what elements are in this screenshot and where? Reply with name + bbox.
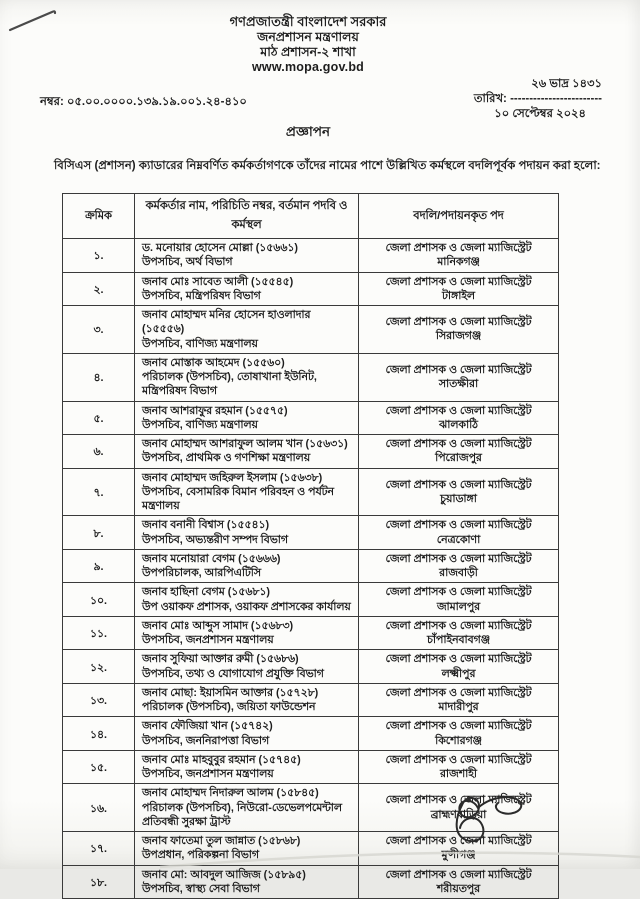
scan-shadow-arc xyxy=(0,839,640,869)
officer-cell xyxy=(135,683,359,717)
officer-cell xyxy=(135,353,359,401)
officer-current-position: উপসচিব, জননিরাপত্তা বিভাগ xyxy=(142,734,270,747)
officer-cell xyxy=(135,239,359,273)
table-row xyxy=(63,306,559,354)
date-label: তারিখ: ------------------------ xyxy=(473,92,602,105)
letterhead xyxy=(0,14,616,76)
posting-cell xyxy=(359,865,559,899)
serial-cell: ৫. xyxy=(63,401,135,435)
posting-district: ঝালকাঠি xyxy=(439,418,478,431)
officer-cell xyxy=(135,306,359,354)
officer-current-position: উপপ্রধান, পরিকল্পনা বিভাগ xyxy=(142,849,259,862)
posting-district: চুয়াডাঙ্গা xyxy=(440,492,477,505)
officer-name: জনাব বনানী বিশ্বাস (১৫৫৪১) xyxy=(142,519,270,532)
officer-current-position: উপ ওয়াকফ প্রশাসক, ওয়াকফ প্রশাসকের কার্যালয় xyxy=(142,600,351,613)
header-serial: ক্রমিক xyxy=(63,194,135,239)
officer-cell xyxy=(135,516,359,550)
intro-paragraph: বিসিএস (প্রশাসন) ক্যাডারের নিম্নবর্ণিত কর্মকর্তাগণকে তাঁদের নামের পাশে উল্লিখিত কর্মস্থলে বদলিপূর্বক পদায়ন করা হলো: xyxy=(54,159,601,172)
posting-cell xyxy=(359,239,559,273)
table-row xyxy=(63,717,559,751)
table-row xyxy=(63,401,559,435)
officer-name: জনাব মোঃ আব্দুস সামাদ (১৫৬৮৩) xyxy=(142,619,294,632)
table-row xyxy=(63,468,559,516)
posting-title: জেলা প্রশাসক ও জেলা ম্যাজিস্ট্রেট xyxy=(385,753,532,766)
posting-cell xyxy=(359,401,559,435)
document-title: প্রজ্ঞাপন xyxy=(285,124,331,139)
posting-district: জামালপুর xyxy=(436,600,481,613)
posting-district: সিরাজগঞ্জ xyxy=(435,330,482,343)
posting-district: মানিকগঞ্জ xyxy=(437,256,480,269)
officer-cell xyxy=(135,435,359,469)
officer-current-position: উপসচিব, অভ্যন্তরীণ সম্পদ বিভাগ xyxy=(142,533,288,546)
officer-cell xyxy=(135,650,359,684)
table-row xyxy=(63,353,559,401)
posting-title: জেলা প্রশাসক ও জেলা ম্যাজিস্ট্রেট xyxy=(385,835,532,847)
officer-current-position: উপসচিব, অর্থ বিভাগ xyxy=(142,256,233,269)
officer-cell xyxy=(135,468,359,516)
table-row xyxy=(63,650,559,684)
posting-title: জেলা প্রশাসক ও জেলা ম্যাজিস্ট্রেট xyxy=(385,552,532,565)
officer-name: জনাব মোস্তাক আহমেদ (১৫৫৬০) xyxy=(142,356,285,369)
officer-current-position: উপসচিব, স্বাস্থ্য সেবা বিভাগ xyxy=(142,882,260,895)
posting-cell xyxy=(359,549,559,583)
officer-name: জনাব মনোয়ারা বেগম (১৫৬৬৬) xyxy=(142,552,281,565)
officer-current-position: পরিচালক (উপসচিব), জয়িতা ফাউন্ডেশন xyxy=(142,701,316,713)
serial-cell: ১. xyxy=(63,239,135,273)
posting-title: জেলা প্রশাসক ও জেলা ম্যাজিস্ট্রেট xyxy=(385,478,532,491)
gregorian-date: ১০ সেপ্টেম্বর ২০২৪ xyxy=(494,107,586,120)
officer-name: জনাব মোছা: ইয়াসমিন আক্তার (১৫৭২৮) xyxy=(142,686,319,699)
table-row xyxy=(63,583,559,617)
serial-cell: ৬. xyxy=(63,435,135,469)
posting-district: টাঙ্গাইল xyxy=(442,289,475,302)
officer-current-position: পরিচালক (উপসচিব), নিউরো-ডেভেলপমেন্টাল প্রতিবন্ধী সুরক্ষা ট্রাস্ট xyxy=(142,801,342,828)
posting-district: শরীয়তপুর xyxy=(436,882,481,895)
officer-cell xyxy=(135,717,359,751)
posting-title: জেলা প্রশাসক ও জেলা ম্যাজিস্ট্রেট xyxy=(385,868,532,881)
officer-cell xyxy=(135,583,359,617)
posting-cell xyxy=(359,717,559,751)
officer-name: জনাব ফাতেমা তুল জান্নাত (১৫৮৬৮) xyxy=(142,835,301,847)
officer-name: জনাব সুফিয়া আক্তার রুমী (১৫৬৮৬) xyxy=(142,653,299,666)
serial-cell: ১৩. xyxy=(63,683,135,717)
posting-title: জেলা প্রশাসক ও জেলা ম্যাজিস্ট্রেট xyxy=(385,619,532,632)
serial-cell: ১১. xyxy=(63,616,135,650)
posting-title: জেলা প্রশাসক ও জেলা ম্যাজিস্ট্রেট xyxy=(385,363,532,376)
serial-cell: ১৭. xyxy=(63,832,135,866)
posting-title: জেলা প্রশাসক ও জেলা ম্যাজিস্ট্রেট xyxy=(385,519,532,532)
officer-name: ড. মনোয়ার হোসেন মোল্লা (১৫৬৬১) xyxy=(142,242,298,254)
officer-cell xyxy=(135,750,359,784)
posting-district: লক্ষ্মীপুর xyxy=(441,667,476,680)
posting-cell xyxy=(359,750,559,784)
serial-cell: ১০. xyxy=(63,583,135,617)
table-row xyxy=(63,750,559,784)
posting-title: জেলা প্রশাসক ও জেলা ম্যাজিস্ট্রেট xyxy=(385,438,532,450)
posting-district: মাদারীপুর xyxy=(438,701,479,713)
memo-number: নম্বর: ০৫.০০.০০০০.১৩৯.১৯.০০১.২৪-৪১০ xyxy=(40,96,247,108)
officer-name: জনাব হাছিনা বেগম (১৫৬৮১) xyxy=(142,586,270,599)
officer-cell xyxy=(135,272,359,306)
posting-district: মুন্সীগঞ্জ xyxy=(441,849,476,862)
posting-cell xyxy=(359,272,559,306)
posting-cell xyxy=(359,583,559,617)
officer-name: জনাব মো: আবদুল আজিজ (১৫৮৯৫) xyxy=(142,868,306,881)
serial-cell: ১৪. xyxy=(63,717,135,751)
officer-current-position: উপসচিব, বেসামরিক বিমান পরিবহন ও পর্যটন মন্ত্রণালয় xyxy=(142,485,334,512)
posting-title: জেলা প্রশাসক ও জেলা ম্যাজিস্ট্রেট xyxy=(385,794,532,807)
section-name: মাঠ প্রশাসন-২ শাখা xyxy=(260,45,356,60)
table-row xyxy=(63,435,559,469)
posting-cell xyxy=(359,616,559,650)
header-officer: কর্মকর্তার নাম, পরিচিতি নম্বর, বর্তমান পদবি ও কর্মস্থল xyxy=(135,194,359,239)
posting-cell xyxy=(359,650,559,684)
officer-name: জনাব ফৌজিয়া খান (১৫৭৪২) xyxy=(142,720,273,733)
serial-cell: ৮. xyxy=(63,516,135,550)
posting-cell xyxy=(359,306,559,354)
posting-cell xyxy=(359,353,559,401)
posting-title: জেলা প্রশাসক ও জেলা ম্যাজিস্ট্রেট xyxy=(385,242,532,254)
posting-title: জেলা প্রশাসক ও জেলা ম্যাজিস্ট্রেট xyxy=(385,275,532,288)
header-posting: বদলি/পদায়নকৃত পদ xyxy=(359,194,559,239)
officer-current-position: উপসচিব, জনপ্রশাসন মন্ত্রণালয় xyxy=(142,634,274,646)
table-header-row xyxy=(63,194,559,239)
serial-cell: ৭. xyxy=(63,468,135,516)
posting-title: জেলা প্রশাসক ও জেলা ম্যাজিস্ট্রেট xyxy=(385,686,532,699)
serial-cell: ১৬. xyxy=(63,784,135,832)
table-row xyxy=(63,272,559,306)
table-row xyxy=(63,865,559,899)
officer-cell xyxy=(135,549,359,583)
bangla-date: ২৬ ভাদ্র ১৪৩১ xyxy=(531,78,602,90)
officer-current-position: উপসচিব, প্রাথমিক ও গণশিক্ষা মন্ত্রণালয় xyxy=(142,452,311,465)
officer-cell xyxy=(135,784,359,832)
posting-district: রাজশাহী xyxy=(439,768,477,780)
table-row xyxy=(63,549,559,583)
posting-title: জেলা প্রশাসক ও জেলা ম্যাজিস্ট্রেট xyxy=(385,404,532,417)
officer-name: জনাব আশরাফুর রহমান (১৫৫৭৫) xyxy=(142,404,288,417)
government-name: গণপ্রজাতন্ত্রী বাংলাদেশ সরকার xyxy=(229,14,387,29)
posting-district: নেত্রকোণা xyxy=(436,533,481,546)
serial-cell: ৩. xyxy=(63,306,135,354)
officer-current-position: উপপরিচালক, আরপিএটিসি xyxy=(142,567,262,579)
serial-cell: ১২. xyxy=(63,650,135,684)
posting-cell xyxy=(359,683,559,717)
posting-title: জেলা প্রশাসক ও জেলা ম্যাজিস্ট্রেট xyxy=(385,653,532,666)
date-block xyxy=(474,77,602,122)
officer-name: জনাব মোঃ সাবেত আলী (১৫৫৪৫) xyxy=(142,275,294,288)
posting-title: জেলা প্রশাসক ও জেলা ম্যাজিস্ট্রেট xyxy=(385,720,532,733)
officer-current-position: উপসচিব, তথ্য ও যোগাযোগ প্রযুক্তি বিভাগ xyxy=(142,667,324,680)
officer-cell xyxy=(135,401,359,435)
officer-cell xyxy=(135,616,359,650)
serial-cell: ৯. xyxy=(63,549,135,583)
website-text: www.mopa.gov.bd xyxy=(251,60,365,75)
posting-title: জেলা প্রশাসক ও জেলা ম্যাজিস্ট্রেট xyxy=(385,316,532,329)
officer-current-position: পরিচালক (উপসচিব), তোষাখানা ইউনিট, মন্ত্রিপরিষদ বিভাগ xyxy=(142,371,317,398)
posting-cell xyxy=(359,516,559,550)
officer-name: জনাব মোহাম্মদ মনির হোসেন হাওলাদার (১৫৫৫৬) xyxy=(142,309,311,336)
posting-district: কিশোরগঞ্জ xyxy=(435,734,482,747)
posting-district: চাঁপাইনবাবগঞ্জ xyxy=(427,634,490,646)
officer-name: জনাব মোঃ মাহবুবুর রহমান (১৫৭৪৫) xyxy=(142,753,301,766)
serial-cell: ২. xyxy=(63,272,135,306)
posting-district: সাতক্ষীরা xyxy=(438,378,479,391)
officer-current-position: উপসচিব, জনপ্রশাসন মন্ত্রণালয় xyxy=(142,768,274,780)
posting-district: পিরোজপুর xyxy=(435,452,482,465)
serial-cell: ১৫. xyxy=(63,750,135,784)
officer-current-position: উপসচিব, বাণিজ্য মন্ত্রণালয় xyxy=(142,418,258,431)
officer-current-position: উপসচিব, বাণিজ্য মন্ত্রণালয় xyxy=(142,337,258,350)
officer-cell xyxy=(135,865,359,899)
officer-name: জনাব মোহাম্মদ আশরাফুল আলম খান (১৫৬৩১) xyxy=(142,438,348,450)
posting-title: জেলা প্রশাসক ও জেলা ম্যাজিস্ট্রেট xyxy=(385,586,532,599)
table-row xyxy=(63,516,559,550)
serial-cell: ১৮. xyxy=(63,865,135,899)
table-row xyxy=(63,616,559,650)
posting-cell xyxy=(359,435,559,469)
posting-district: ব্রাহ্মণবাড়িয়া xyxy=(430,808,487,821)
posting-cell xyxy=(359,468,559,516)
officer-name: জনাব মোহাম্মদ জহিরুল ইসলাম (১৫৬৩৮) xyxy=(142,471,323,484)
table-row xyxy=(63,239,559,273)
ministry-name: জনপ্রশাসন মন্ত্রণালয় xyxy=(257,29,359,44)
officer-current-position: উপসচিব, মন্ত্রিপরিষদ বিভাগ xyxy=(142,289,261,302)
posting-district: রাজবাড়ী xyxy=(439,567,478,579)
officer-name: জনাব মোহাম্মদ নিদারুল আলম (১৫৮৪৫) xyxy=(142,787,319,800)
table-row xyxy=(63,683,559,717)
serial-cell: ৪. xyxy=(63,353,135,401)
